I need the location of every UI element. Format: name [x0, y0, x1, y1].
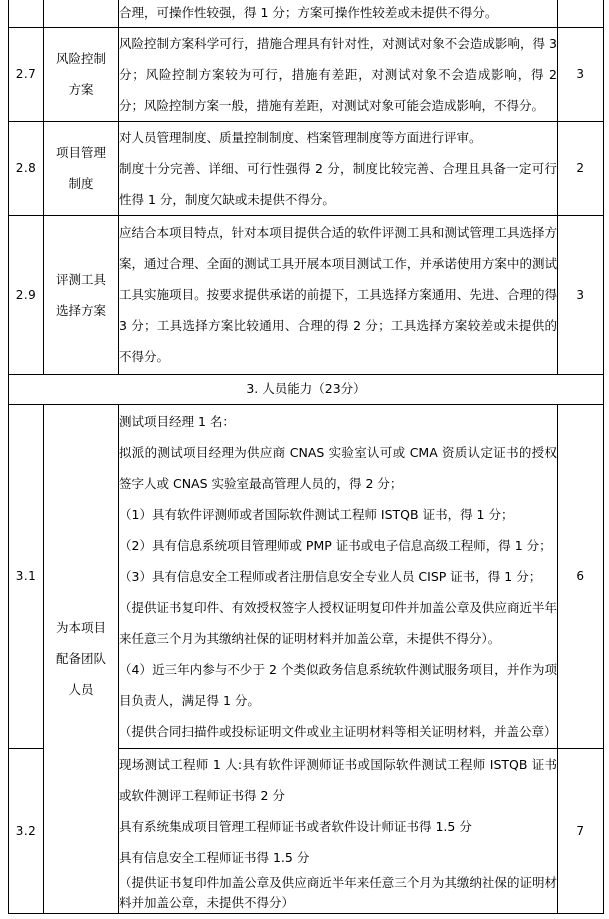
criterion-description: [119, 215, 558, 374]
criterion-name-text: 评测工具选择方案: [55, 271, 106, 318]
criterion-description: [119, 404, 558, 748]
score-cell: [558, 0, 604, 27]
criterion-name: [44, 215, 119, 374]
paragraph: （提供证书复印件加盖公章及供应商近半年来任意三个月为其缴纳社保的证明材料并加盖公章，未提供不得分）: [119, 874, 557, 910]
table-row-3-1: [9, 404, 604, 748]
evaluation-table: [8, 0, 604, 914]
criterion-description-cell: [119, 0, 558, 27]
criterion-name-cell: [44, 0, 119, 27]
paragraph: 应结合本项目特点，针对本项目提供合适的软件评测工具和测试管理工具选择方案，通过合理、全面的测试工具开展本项目测试工作，并承诺使用方案中的测试工具实施项目。按要求提供承诺的前提下，工具选择方案通用、先进、合理的得 3 分；工具选择方案比较通用、合理的得 2 分；工具选择方案较差或未提供的不得分。: [119, 225, 557, 364]
table-row-partial: [9, 0, 604, 27]
row-number: 2.8: [9, 121, 44, 215]
criterion-name-text: 为本项目配备团队人员: [55, 620, 106, 697]
row-number: 2.7: [9, 27, 44, 121]
criterion-description: [119, 748, 558, 913]
table-row-2-8: [9, 121, 604, 215]
score-value: 6: [558, 404, 604, 748]
score-value: 2: [558, 121, 604, 215]
paragraph: 具有信息安全工程师证书得 1.5 分: [119, 849, 310, 865]
criterion-name-text: 项目管理制度: [55, 145, 106, 191]
paragraph: 现场测试工程师 1 人:具有软件评测师证书或国际软件测试工程师 ISTQB 证书或软件测评工程师证书得 2 分: [119, 756, 557, 803]
paragraph: 制度十分完善、详细、可行性强得 2 分，制度比较完善、合理且具备一定可行性得 1 分，制度欠缺或未提供不得分。: [119, 160, 557, 207]
criterion-name-merged: [44, 404, 119, 913]
paragraph: 合理，可操作性较强，得 1 分；方案可操作性较差或未提供不得分。: [119, 4, 498, 20]
score-value: 7: [558, 748, 604, 913]
score-value: 3: [558, 27, 604, 121]
row-number: 2.9: [9, 215, 44, 374]
paragraph: 对人员管理制度、质量控制制度、档案管理制度等方面进行评审。: [119, 129, 482, 145]
criterion-name: [44, 121, 119, 215]
score-value: 3: [558, 215, 604, 374]
section-header-title: 3. 人员能力（23分）: [9, 374, 604, 404]
row-number-cell: [9, 0, 44, 27]
row-number: 3.1: [9, 404, 44, 748]
row-number: 3.2: [9, 748, 44, 913]
paragraph: （3）具有信息安全工程师或者注册信息安全专业人员 CISP 证书，得 1 分；: [119, 568, 542, 584]
paragraph: 风险控制方案科学可行，措施合理具有针对性，对测试对象不会造成影响，得 3 分；风险控制方案较为可行，措施有差距，对测试对象不会造成影响，得 2 分；风险控制方案一般，措施有差距，对测试对象可能会造成影响，不得分。: [119, 35, 557, 113]
paragraph: 拟派的测试项目经理为供应商 CNAS 实验室认可或 CMA 资质认定证书的授权签字人或 CNAS 实验室最高管理人员的，得 2 分；: [119, 444, 557, 491]
criterion-description: [119, 27, 558, 121]
paragraph: （1）具有软件评测师或者国际软件测试工程师 ISTQB 证书，得 1 分；: [119, 506, 514, 522]
paragraph: 具有系统集成项目管理工程师证书或者软件设计师证书得 1.5 分: [119, 818, 472, 834]
criterion-name-text: 风险控制方案: [55, 51, 106, 97]
paragraph: （提供证书复印件、有效授权签字人授权证明复印件并加盖公章及供应商近半年来任意三个月为其缴纳社保的证明材料并加盖公章，未提供不得分）。: [119, 599, 557, 646]
paragraph: （2）具有信息系统项目管理师或 PMP 证书或电子信息高级工程师，得 1 分；: [119, 537, 552, 553]
paragraph: 测试项目经理 1 名：: [119, 413, 235, 429]
criterion-description: [119, 121, 558, 215]
table-row-2-7: [9, 27, 604, 121]
paragraph: （4）近三年内参与不少于 2 个类似政务信息系统软件测试服务项目，并作为项目负责人，满足得 1 分。: [119, 661, 557, 708]
table-row-2-9: [9, 215, 604, 374]
criterion-name: [44, 27, 119, 121]
section-header-row: [9, 374, 604, 404]
paragraph: （提供合同扫描件或投标证明文件或业主证明材料等相关证明材料，并盖公章）: [119, 723, 557, 739]
